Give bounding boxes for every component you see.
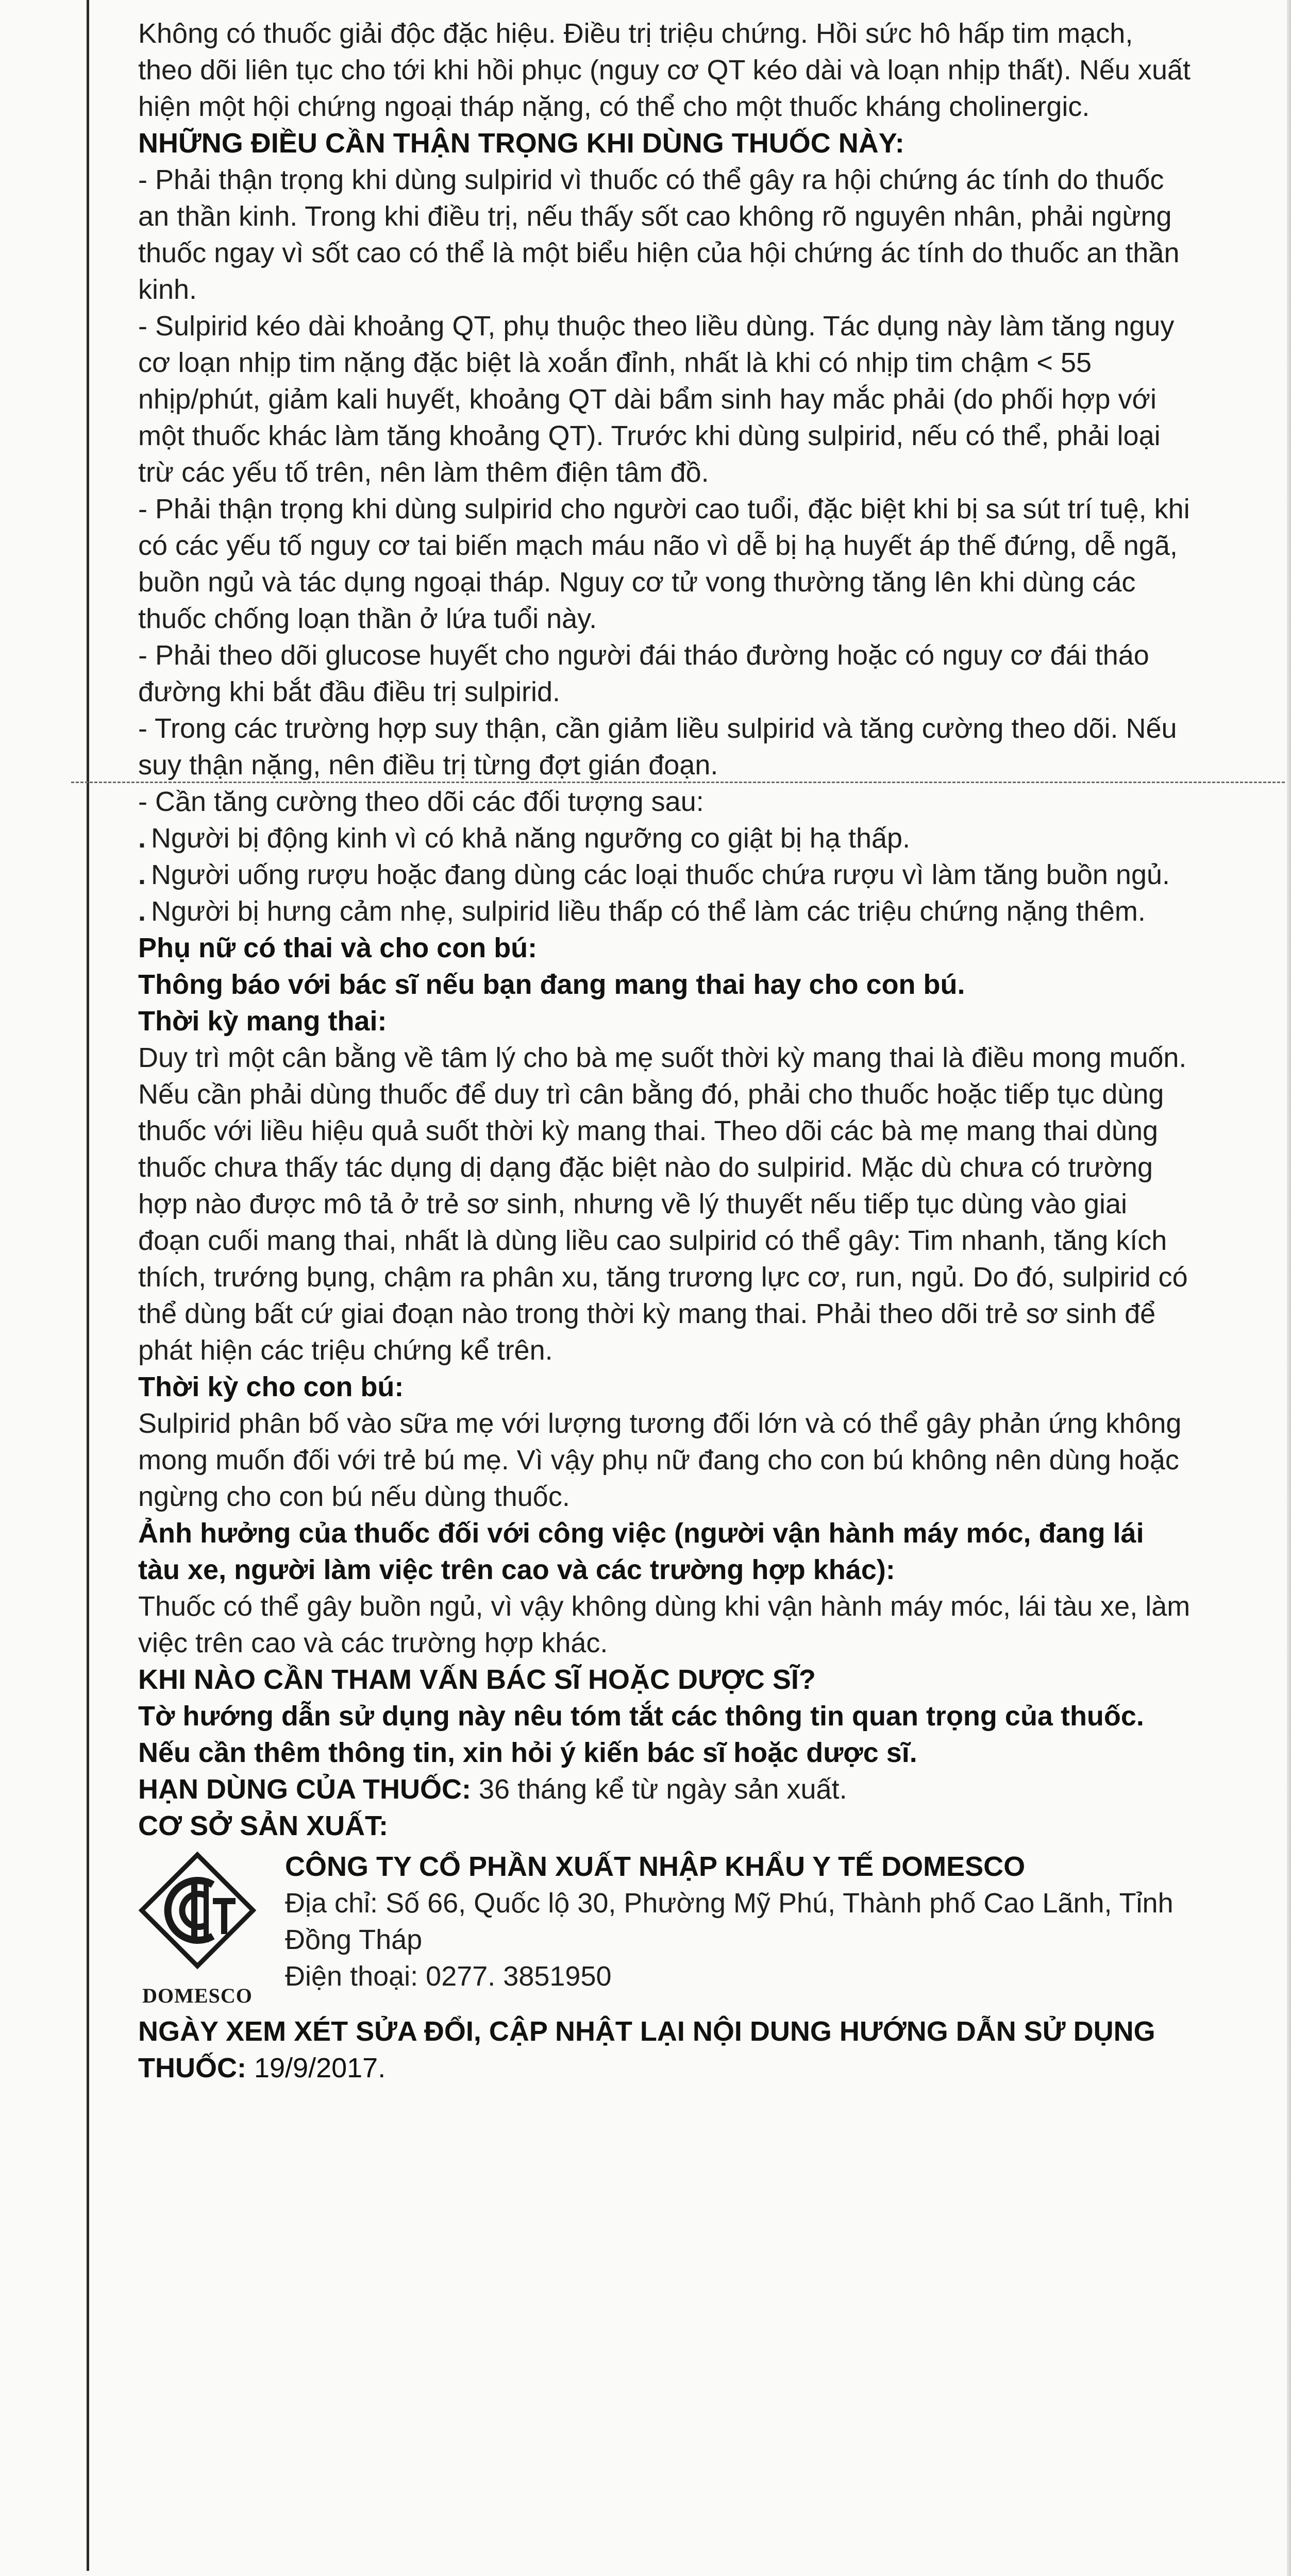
- monitor-bullet-1: [138, 820, 1192, 857]
- left-margin-rule: [87, 0, 89, 2571]
- leaflet-content: [138, 15, 1192, 2087]
- bullet-2-text: Người uống rượu hoặc đang dùng các loại thuốc chứa rượu vì làm tăng buồn ngủ.: [151, 859, 1170, 890]
- company-phone: Điện thoại: 0277. 3851950: [285, 1961, 612, 1992]
- consult-heading: KHI NÀO CẦN THAM VẤN BÁC SĨ HOẶC DƯỢC SĨ?: [138, 1664, 816, 1695]
- bullet-3-text: Người bị hưng cảm nhẹ, sulpirid liều thấp có thể làm các triệu chứng nặng thêm.: [151, 896, 1146, 927]
- bullet-1-text: Người bị động kinh vì có khả năng ngưỡng co giật bị hạ thấp.: [151, 823, 911, 854]
- company-name: CÔNG TY CỔ PHẦN XUẤT NHẬP KHẨU Y TẾ DOMESCO: [285, 1851, 1026, 1882]
- pregnancy-heading: Phụ nữ có thai và cho con bú:: [138, 933, 538, 963]
- monitor-bullet-2: [138, 857, 1192, 893]
- bleed-through-text: [129, 2138, 1201, 2178]
- revision-label: NGÀY XEM XÉT SỬA ĐỔI, CẬP NHẬT LẠI NỘI DUNG HƯỚNG DẪN SỬ DỤNG THUỐC:: [138, 2016, 1155, 2083]
- lactation-heading: Thời kỳ cho con bú:: [138, 1371, 404, 1402]
- monitor-bullet-3: [138, 893, 1192, 930]
- lactation-paragraph: Sulpirid phân bố vào sữa mẹ với lượng tương đối lớn và có thể gây phản ứng không mong muốn đối với trẻ bú mẹ. Vì vậy phụ nữ đang cho con bú không nên dùng hoặc ngừng cho con bú nếu dùng thuốc.: [138, 1408, 1182, 1512]
- expiry-line: [138, 1771, 1192, 1808]
- page-edge-shadow: [1287, 0, 1291, 2576]
- consult-paragraph: Tờ hướng dẫn sử dụng này nêu tóm tắt các thông tin quan trọng của thuốc. Nếu cần thêm thông tin, xin hỏi ý kiến bác sĩ hoặc dược sĩ.: [138, 1701, 1144, 1768]
- manufacturer-heading: CƠ SỞ SẢN XUẤT:: [138, 1810, 389, 1841]
- work-effect-heading: Ảnh hưởng của thuốc đối với công việc (người vận hành máy móc, đang lái tàu xe, người làm việc trên cao và các trường hợp khác):: [138, 1518, 1144, 1585]
- caution-item-3: - Phải thận trọng khi dùng sulpirid cho người cao tuổi, đặc biệt khi bị sa sút trí tuệ, khi có các yếu tố nguy cơ tai biến mạch máu não vì dễ bị hạ huyết áp thế đứng, dễ ngã, buồn ngủ và tác dụng ngoại tháp. Nguy cơ tử vong thường tăng lên khi dùng các thuốc chống loạn thần ở lứa tuổi này.: [138, 494, 1190, 634]
- pregnancy-period-heading: Thời kỳ mang thai:: [138, 1006, 387, 1037]
- caution-item-1: - Phải thận trọng khi dùng sulpirid vì thuốc có thể gây ra hội chứng ác tính do thuốc an thần kinh. Trong khi điều trị, nếu thấy sốt cao không rõ nguyên nhân, phải ngừng thuốc ngay vì sốt cao có thể là một biểu hiện của hội chứng ác tính do thuốc an thần kinh.: [138, 164, 1180, 305]
- domesco-logo-icon: [136, 1849, 259, 1972]
- manufacturer-block: [138, 1849, 1192, 2007]
- expiry-value: 36 tháng kể từ ngày sản xuất.: [471, 1774, 847, 1805]
- revision-line: [138, 2013, 1192, 2087]
- caution-item-5: - Trong các trường hợp suy thận, cần giảm liều sulpirid và tăng cường theo dõi. Nếu suy thận nặng, nên điều trị từng đợt gián đoạn.: [138, 713, 1177, 781]
- bullet-dot-icon: .: [138, 859, 146, 890]
- logo-text: DOMESCO: [142, 1984, 253, 2007]
- revision-date: 19/9/2017.: [246, 2053, 386, 2083]
- caution-heading: NHỮNG ĐIỀU CẦN THẬN TRỌNG KHI DÙNG THUỐC NÀY:: [138, 128, 904, 159]
- overdose-paragraph: Không có thuốc giải độc đặc hiệu. Điều trị triệu chứng. Hồi sức hô hấp tim mạch, theo dõi liên tục cho tới khi hồi phục (nguy cơ QT kéo dài và loạn nhịp thất). Nếu xuất hiện một hội chứng ngoại tháp nặng, có thể cho một thuốc kháng cholinergic.: [138, 18, 1191, 122]
- caution-item-2: - Sulpirid kéo dài khoảng QT, phụ thuộc theo liều dùng. Tác dụng này làm tăng nguy cơ loạn nhịp tim nặng đặc biệt là xoắn đỉnh, nhất là khi có nhịp tim chậm < 55 nhịp/phút, giảm kali huyết, khoảng QT dài bẩm sinh hay mắc phải (do phối hợp với một thuốc khác làm tăng khoảng QT). Trước khi dùng sulpirid, nếu có thể, phải loại trừ các yếu tố trên, nên làm thêm điện tâm đồ.: [138, 311, 1175, 488]
- bullet-dot-icon: .: [138, 823, 146, 854]
- work-effect-paragraph: Thuốc có thể gây buồn ngủ, vì vậy không dùng khi vận hành máy móc, lái tàu xe, làm việc trên cao và các trường hợp khác.: [138, 1591, 1191, 1658]
- caution-item-4: - Phải theo dõi glucose huyết cho người đái tháo đường hoặc có nguy cơ đái tháo đường khi bắt đầu điều trị sulpirid.: [138, 640, 1149, 707]
- pregnancy-notice: Thông báo với bác sĩ nếu bạn đang mang thai hay cho con bú.: [138, 969, 965, 1000]
- company-address: Địa chỉ: Số 66, Quốc lộ 30, Phường Mỹ Phú, Thành phố Cao Lãnh, Tỉnh Đồng Tháp: [285, 1888, 1173, 1955]
- caution-item-6: - Cần tăng cường theo dõi các đối tượng sau:: [138, 784, 1192, 820]
- pregnancy-paragraph: Duy trì một cân bằng về tâm lý cho bà mẹ suốt thời kỳ mang thai là điều mong muốn. Nếu cần phải dùng thuốc để duy trì cân bằng đó, phải cho thuốc hoặc tiếp tục dùng thuốc với liều hiệu quả suốt thời kỳ mang thai. Theo dõi các bà mẹ mang thai dùng thuốc chưa thấy tác dụng dị dạng đặc biệt nào do sulpirid. Mặc dù chưa có trường hợp nào được mô tả ở trẻ sơ sinh, nhưng về lý thuyết nếu tiếp tục dùng vào giai đoạn cuối mang thai, nhất là dùng liều cao sulpirid có thể gây: Tim nhanh, tăng kích thích, trướng bụng, chậm ra phân xu, tăng trương lực cơ, run, ngủ. Do đó, sulpirid có thể dùng bất cứ giai đoạn nào trong thời kỳ mang thai. Phải theo dõi trẻ sơ sinh để phát hiện các triệu chứng kể trên.: [138, 1042, 1188, 1366]
- company-info: [285, 1849, 1192, 1995]
- expiry-label: HẠN DÙNG CỦA THUỐC:: [138, 1774, 471, 1805]
- bullet-dot-icon: .: [138, 896, 146, 927]
- domesco-logo: [136, 1849, 259, 2007]
